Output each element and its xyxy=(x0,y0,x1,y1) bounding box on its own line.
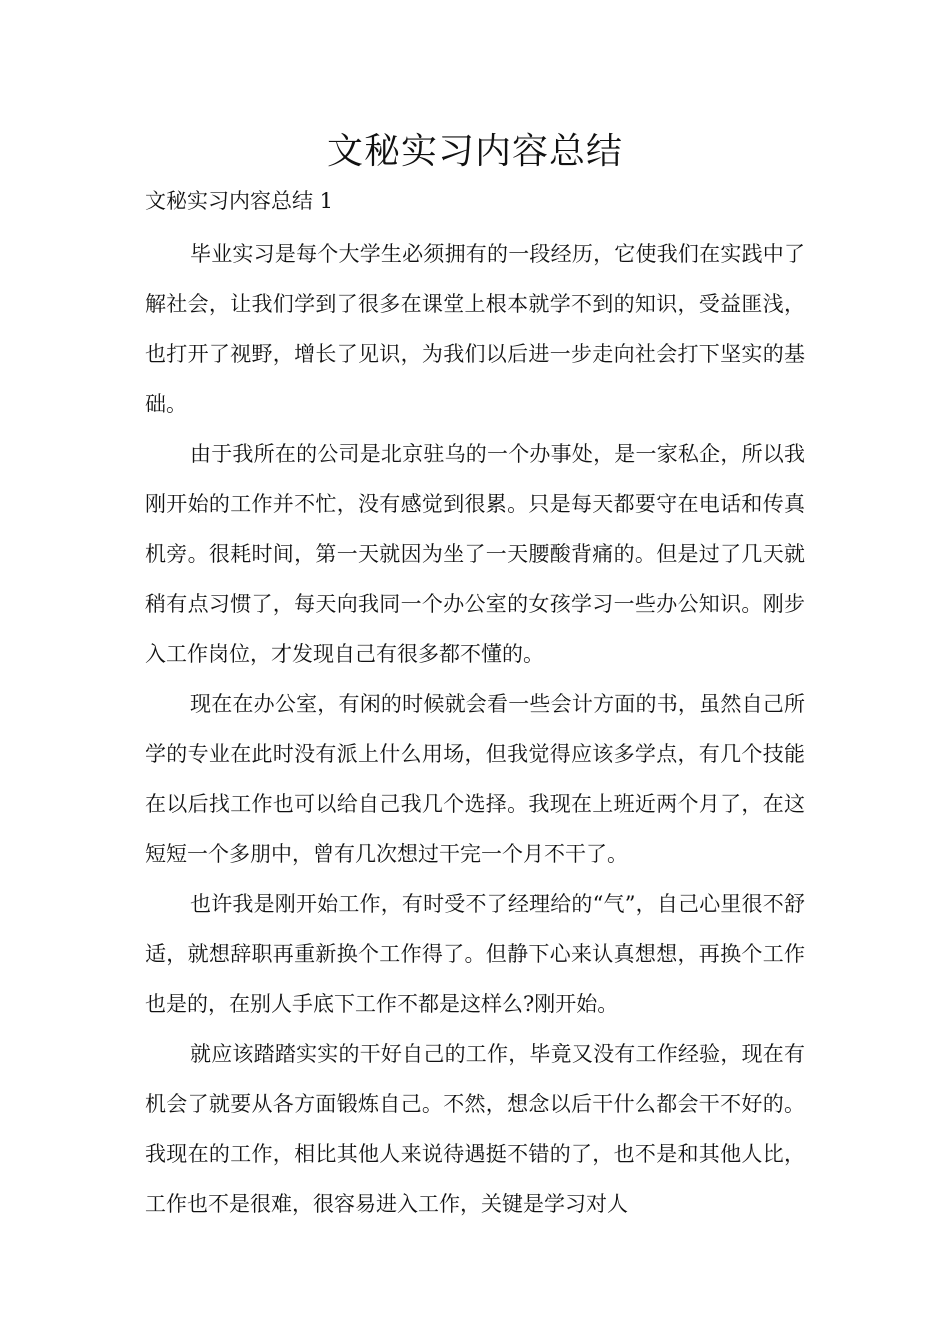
paragraph: 由于我所在的公司是北京驻乌的一个办事处，是一家私企，所以我刚开始的工作并不忙，没有感觉到很累。只是每天都要守在电话和传真机旁。很耗时间，第一天就因为坐了一天腰酸背痛的。但是过了几天就稍有点习惯了，每天向我同一个办公室的女孩学习一些办公知识。刚步入工作岗位，才发现自己有很多都不懂的。 xyxy=(145,442,805,666)
document-body xyxy=(145,229,805,1229)
paragraph: 也许我是刚开始工作，有时受不了经理给的“气”，自己心里很不舒适，就想辞职再重新换个工作得了。但静下心来认真想想，再换个工作也是的，在别人手底下工作不都是这样么?刚开始。 xyxy=(145,892,805,1016)
paragraph: 就应该踏踏实实的干好自己的工作，毕竟又没有工作经验，现在有机会了就要从各方面锻炼自己。不然，想念以后干什么都会干不好的。我现在的工作，相比其他人来说待遇挺不错的了，也不是和其他人比，工作也不是很难，很容易进入工作，关键是学习对人 xyxy=(145,1042,805,1216)
paragraph: 毕业实习是每个大学生必须拥有的一段经历，它使我们在实践中了解社会，让我们学到了很多在课堂上根本就学不到的知识，受益匪浅，也打开了视野，增长了见识，为我们以后进一步走向社会打下坚实的基础。 xyxy=(145,242,805,416)
paragraph: 现在在办公室，有闲的时候就会看一些会计方面的书，虽然自己所学的专业在此时没有派上什么用场，但我觉得应该多学点，有几个技能在以后找工作也可以给自己我几个选择。我现在上班近两个月了，在这短短一个多朋中，曾有几次想过干完一个月不干了。 xyxy=(145,692,805,866)
document-title: 文秘实习内容总结 xyxy=(326,131,623,172)
section-heading: 文秘实习内容总结 1 xyxy=(145,189,334,213)
